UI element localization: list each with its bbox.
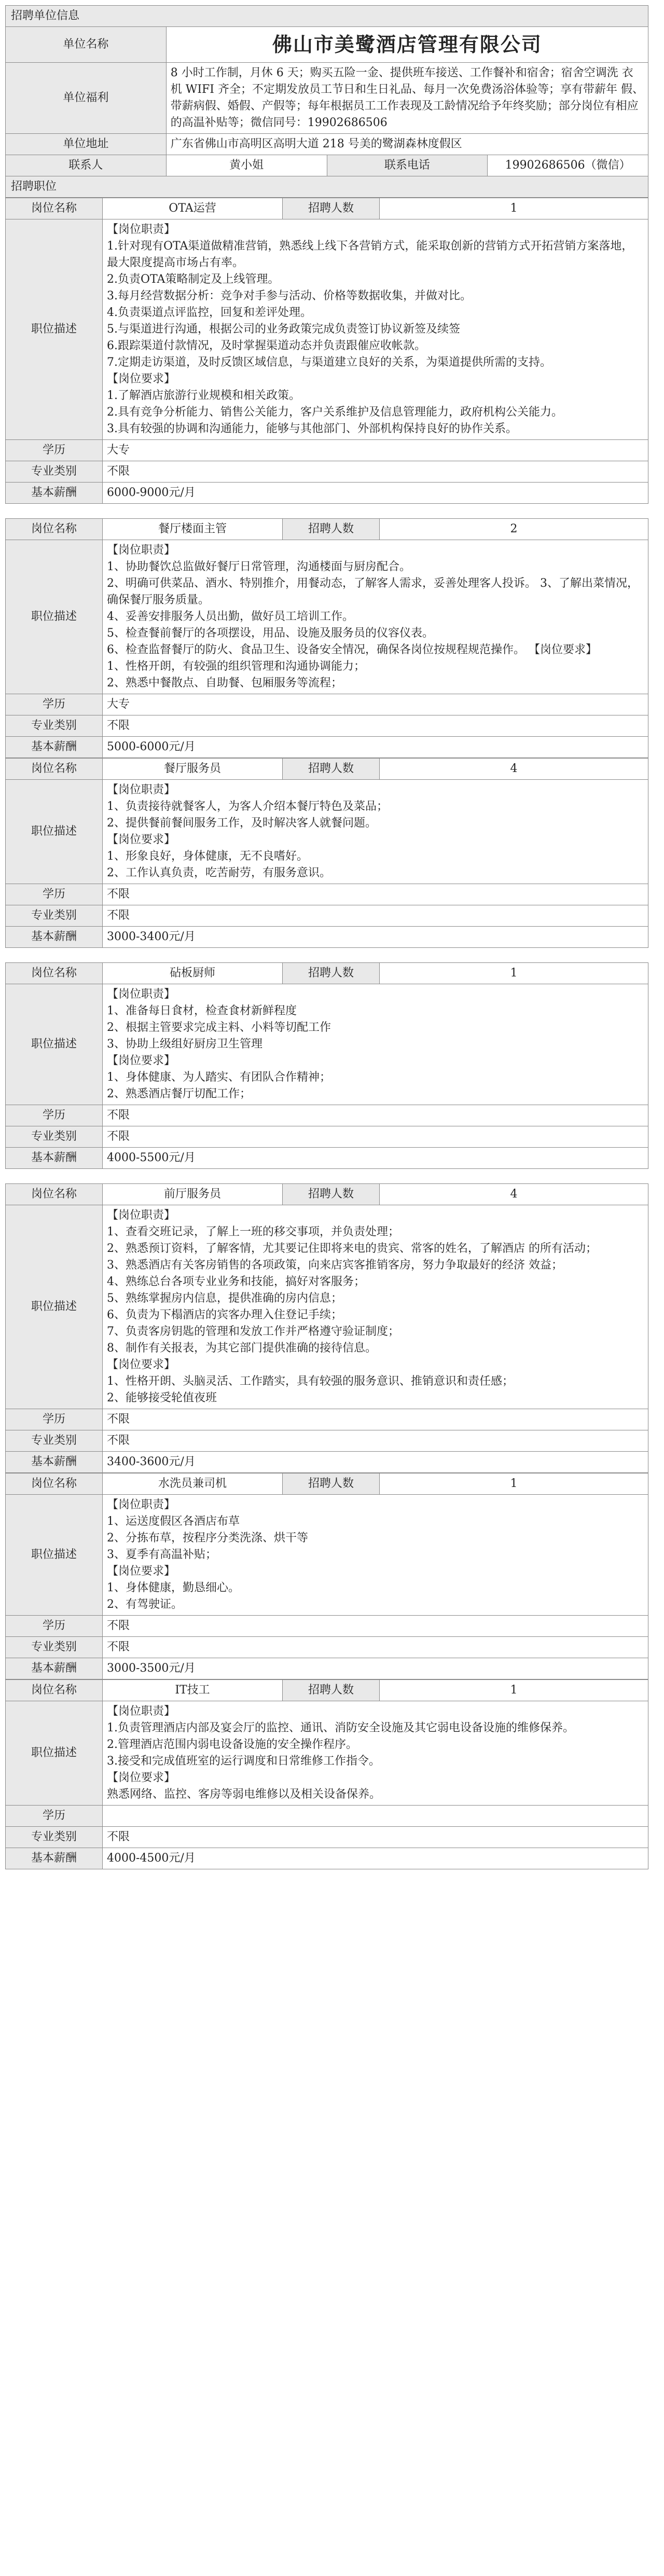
job-salary-row <box>6 1658 648 1679</box>
headcount-value: 4 <box>380 759 648 780</box>
description-label: 职位描述 <box>6 1701 103 1806</box>
job-desc-line: 2、工作认真负责，吃苦耐劳，有服务意识。 <box>107 866 331 879</box>
job-desc-line: 3、熟悉酒店有关客房销售的各项政策，向来店宾客推销客房，努力争取最好的经济 效益； <box>107 1259 563 1272</box>
job-desc-line: 【岗位要求】 <box>107 833 176 846</box>
job-header-row <box>6 519 648 540</box>
job-table <box>5 518 648 758</box>
position-name: 餐厅楼面主管 <box>103 519 283 540</box>
job-desc-line: 【岗位职责】 <box>107 1705 176 1718</box>
major-value: 不限 <box>103 715 648 737</box>
job-education-row <box>6 440 648 461</box>
job-desc-line: 3.每月经营数据分析：竞争对手参与活动、价格等数据收集，并做对比。 <box>107 290 472 302</box>
section-gap <box>5 504 659 518</box>
job-description <box>103 540 648 694</box>
headcount-label: 招聘人数 <box>283 1473 380 1495</box>
job-description <box>103 780 648 884</box>
major-label: 专业类别 <box>6 715 103 737</box>
job-desc-line: 3、夏季有高温补贴； <box>107 1548 217 1561</box>
job-desc-line: 1、身体健康，勤恳细心。 <box>107 1581 240 1594</box>
job-desc-line: 4.负责渠道点评监控，回复和差评处理。 <box>107 306 312 319</box>
phone-number: 19902686506（微信） <box>488 155 648 176</box>
job-salary-row <box>6 1148 648 1169</box>
education-label: 学历 <box>6 1806 103 1827</box>
phone-label: 联系电话 <box>327 155 488 176</box>
education-value <box>103 1806 648 1827</box>
job-desc-line: 3.具有较强的协调和沟通能力，能够与其他部门、外部机构保持良好的协作关系。 <box>107 422 517 435</box>
job-major-row <box>6 461 648 483</box>
job-desc-line: 1、协助餐饮总监做好餐厅日常管理，沟通楼面与厨房配合。 <box>107 560 411 573</box>
position-label: 岗位名称 <box>6 519 103 540</box>
job-description <box>103 1495 648 1616</box>
welfare-label: 单位福利 <box>6 63 167 134</box>
headcount-value: 4 <box>380 1184 648 1205</box>
salary-label: 基本薪酬 <box>6 737 103 758</box>
education-label: 学历 <box>6 1105 103 1126</box>
education-label: 学历 <box>6 1616 103 1637</box>
headcount-value: 1 <box>380 1680 648 1701</box>
job-desc-line: 熟悉网络、监控、客房等弱电维修以及相关设备保养。 <box>107 1788 381 1801</box>
section-gap <box>5 948 659 962</box>
position-label: 岗位名称 <box>6 963 103 984</box>
job-desc-line: 【岗位要求】 <box>107 1358 176 1371</box>
job-table <box>5 1183 648 1473</box>
education-value: 不限 <box>103 1409 648 1430</box>
salary-value: 5000-6000元/月 <box>103 737 648 758</box>
major-label: 专业类别 <box>6 461 103 483</box>
job-header-row <box>6 1473 648 1495</box>
position-name: 前厅服务员 <box>103 1184 283 1205</box>
company-name-label: 单位名称 <box>6 27 167 63</box>
job-major-row <box>6 1430 648 1452</box>
job-education-row <box>6 1409 648 1430</box>
contact-name: 黄小姐 <box>166 155 327 176</box>
job-desc-line: 2、熟悉预订资料，了解客情，尤其要记住即将来电的贵宾、常客的姓名，了解酒店 的所有活动； <box>107 1242 597 1255</box>
job-major-row <box>6 715 648 737</box>
salary-label: 基本薪酬 <box>6 483 103 504</box>
description-label: 职位描述 <box>6 1495 103 1616</box>
major-label: 专业类别 <box>6 1126 103 1148</box>
job-desc-line: 1、身体健康、为人踏实、有团队合作精神； <box>107 1071 331 1084</box>
jobs-list <box>5 198 659 1869</box>
job-description <box>103 1205 648 1409</box>
education-label: 学历 <box>6 694 103 715</box>
position-name: OTA运营 <box>103 198 283 219</box>
job-header-row <box>6 1184 648 1205</box>
job-desc-line: 【岗位职责】 <box>107 544 176 557</box>
position-label: 岗位名称 <box>6 1473 103 1495</box>
salary-label: 基本薪酬 <box>6 1658 103 1679</box>
job-table <box>5 758 648 948</box>
job-desc-row <box>6 540 648 694</box>
major-label: 专业类别 <box>6 1827 103 1848</box>
job-salary-row <box>6 737 648 758</box>
job-salary-row <box>6 927 648 948</box>
job-desc-line: 2.管理酒店范围内弱电设备设施的安全操作程序。 <box>107 1738 357 1751</box>
job-table <box>5 962 648 1169</box>
job-desc-line: 2、有驾驶证。 <box>107 1598 183 1611</box>
address-text: 广东省佛山市高明区高明大道 218 号美的鹭湖森林度假区 <box>166 134 648 155</box>
job-desc-line: 6.跟踪渠道付款情况，及时掌握渠道动态并负责跟催应收帐款。 <box>107 339 426 352</box>
headcount-label: 招聘人数 <box>283 198 380 219</box>
address-label: 单位地址 <box>6 134 167 155</box>
major-label: 专业类别 <box>6 1430 103 1452</box>
job-desc-line: 2、分拣布草，按程序分类洗涤、烘干等 <box>107 1532 308 1545</box>
job-desc-line: 1、性格开朗、头脑灵活、工作踏实，具有较强的服务意识、推销意识和责任感； <box>107 1375 514 1388</box>
position-name: 水洗员兼司机 <box>103 1473 283 1495</box>
education-value: 不限 <box>103 884 648 905</box>
salary-value: 3000-3400元/月 <box>103 927 648 948</box>
job-desc-line: 5、检查餐前餐厅的各项摆设，用品、设施及服务员的仪容仪表。 <box>107 627 434 640</box>
job-desc-line: 1、形象良好，身体健康，无不良嗜好。 <box>107 850 308 863</box>
job-desc-line: 1.了解酒店旅游行业规模和相关政策。 <box>107 389 300 402</box>
salary-value: 6000-9000元/月 <box>103 483 648 504</box>
headcount-label: 招聘人数 <box>283 759 380 780</box>
position-label: 岗位名称 <box>6 1680 103 1701</box>
job-desc-line: 5、熟练掌握房内信息，提供准确的房内信息； <box>107 1292 342 1305</box>
job-desc-line: 【岗位职责】 <box>107 988 176 1001</box>
job-description <box>103 1701 648 1806</box>
major-value: 不限 <box>103 1637 648 1658</box>
description-label: 职位描述 <box>6 540 103 694</box>
job-description <box>103 219 648 440</box>
major-value: 不限 <box>103 1827 648 1848</box>
job-desc-line: 【岗位要求】 <box>107 1771 176 1784</box>
job-desc-line: 1、运送度假区各酒店布草 <box>107 1515 240 1528</box>
job-header-row <box>6 198 648 219</box>
job-description <box>103 984 648 1105</box>
job-major-row <box>6 1126 648 1148</box>
major-label: 专业类别 <box>6 1637 103 1658</box>
job-desc-row <box>6 1701 648 1806</box>
company-section-title: 招聘单位信息 <box>6 6 648 27</box>
job-desc-line: 4、妥善安排服务人员出勤，做好员工培训工作。 <box>107 610 354 623</box>
salary-label: 基本薪酬 <box>6 1452 103 1473</box>
major-value: 不限 <box>103 461 648 483</box>
contact-label: 联系人 <box>6 155 167 176</box>
job-desc-line: 7.定期走访渠道，及时反馈区域信息，与渠道建立良好的关系，为渠道提供所需的支持。 <box>107 356 551 369</box>
job-table <box>5 1473 648 1679</box>
job-education-row <box>6 694 648 715</box>
salary-label: 基本薪酬 <box>6 1848 103 1869</box>
company-info-table <box>5 5 648 198</box>
major-value: 不限 <box>103 905 648 927</box>
job-desc-line: 6、负责为下榻酒店的宾客办理入住登记手续； <box>107 1308 342 1321</box>
job-desc-row <box>6 1205 648 1409</box>
job-desc-line: 【岗位职责】 <box>107 1498 176 1511</box>
job-desc-line: 2、能够接受轮值夜班 <box>107 1392 217 1404</box>
education-value: 不限 <box>103 1616 648 1637</box>
description-label: 职位描述 <box>6 780 103 884</box>
education-label: 学历 <box>6 440 103 461</box>
job-header-row <box>6 1680 648 1701</box>
major-label: 专业类别 <box>6 905 103 927</box>
headcount-label: 招聘人数 <box>283 1184 380 1205</box>
job-header-row <box>6 759 648 780</box>
salary-value: 3400-3600元/月 <box>103 1452 648 1473</box>
job-desc-line: 2、熟悉中餐散点、自助餐、包厢服务等流程； <box>107 677 342 690</box>
job-desc-line: 6、检查监督餐厅的防火、食品卫生、设备安全情况，确保各岗位按规程规范操作。 【岗位要求】 <box>107 643 597 656</box>
position-label: 岗位名称 <box>6 1184 103 1205</box>
job-desc-line: 1、查看交班记录，了解上一班的移交事项，并负责处理； <box>107 1225 399 1238</box>
job-desc-line: 7、负责客房钥匙的管理和发放工作并严格遵守验证制度； <box>107 1325 399 1338</box>
job-desc-row <box>6 984 648 1105</box>
job-desc-row <box>6 219 648 440</box>
job-desc-line: 2.具有竞争分析能力、销售公关能力，客户关系维护及信息管理能力，政府机构公关能力。 <box>107 406 563 419</box>
recruitment-document <box>5 5 659 1869</box>
job-desc-line: 【岗位要求】 <box>107 373 176 385</box>
description-label: 职位描述 <box>6 219 103 440</box>
job-desc-line: 【岗位职责】 <box>107 223 176 236</box>
major-value: 不限 <box>103 1126 648 1148</box>
description-label: 职位描述 <box>6 1205 103 1409</box>
salary-label: 基本薪酬 <box>6 927 103 948</box>
education-value: 大专 <box>103 694 648 715</box>
salary-value: 3000-3500元/月 <box>103 1658 648 1679</box>
position-label: 岗位名称 <box>6 759 103 780</box>
job-desc-line: 1、性格开朗，有较强的组织管理和沟通协调能力； <box>107 660 365 673</box>
salary-label: 基本薪酬 <box>6 1148 103 1169</box>
job-desc-line: 2、熟悉酒店餐厅切配工作； <box>107 1087 251 1100</box>
education-label: 学历 <box>6 884 103 905</box>
company-name: 佛山市美鹭酒店管理有限公司 <box>166 27 648 63</box>
job-desc-line: 2、提供餐前餐间服务工作，及时解决客人就餐问题。 <box>107 817 377 830</box>
headcount-label: 招聘人数 <box>283 519 380 540</box>
job-desc-line: 【岗位职责】 <box>107 783 176 796</box>
salary-value: 4000-4500元/月 <box>103 1848 648 1869</box>
headcount-label: 招聘人数 <box>283 1680 380 1701</box>
headcount-value: 1 <box>380 963 648 984</box>
section-gap <box>5 1169 659 1183</box>
education-value: 不限 <box>103 1105 648 1126</box>
headcount-value: 1 <box>380 198 648 219</box>
job-desc-row <box>6 780 648 884</box>
job-desc-line: 2、根据主管要求完成主料、小料等切配工作 <box>107 1021 331 1034</box>
job-table <box>5 1679 648 1869</box>
major-value: 不限 <box>103 1430 648 1452</box>
position-name: IT技工 <box>103 1680 283 1701</box>
headcount-value: 2 <box>380 519 648 540</box>
job-table <box>5 198 648 504</box>
job-desc-line: 2.负责OTA策略制定及上线管理。 <box>107 273 280 286</box>
job-desc-line: 1、准备每日食材，检查食材新鲜程度 <box>107 1004 297 1017</box>
job-desc-line: 3、协助上级组好厨房卫生管理 <box>107 1038 262 1051</box>
job-salary-row <box>6 1848 648 1869</box>
salary-value: 4000-5500元/月 <box>103 1148 648 1169</box>
job-major-row <box>6 1637 648 1658</box>
job-desc-line: 【岗位职责】 <box>107 1209 176 1222</box>
job-salary-row <box>6 483 648 504</box>
job-header-row <box>6 963 648 984</box>
job-desc-line: 2、明确可供菜品、酒水、特别推介，用餐动态，了解客人需求，妥善处理客人投诉。 3、了解出菜情况，确保餐厅服务质量。 <box>107 577 639 607</box>
education-value: 大专 <box>103 440 648 461</box>
job-education-row <box>6 884 648 905</box>
education-label: 学历 <box>6 1409 103 1430</box>
job-desc-line: 1、负责接待就餐客人，为客人介绍本餐厅特色及菜品； <box>107 800 388 813</box>
job-salary-row <box>6 1452 648 1473</box>
job-education-row <box>6 1105 648 1126</box>
job-desc-line: 4、熟练总台各项专业业务和技能，搞好对客服务； <box>107 1275 365 1288</box>
job-education-row <box>6 1806 648 1827</box>
welfare-text: 8 小时工作制，月休 6 天；购买五险一金、提供班车接送、工作餐补和宿舍；宿舍空调洗 衣机 WIFI 齐全；不定期发放员工节日和生日礼品、每月一次免费汤浴体验等；享有带薪年 假、带薪病假、婚假、产假等；每年根据员工工作表现及工龄情况给予年终奖励；部分岗位有相应的高温补贴等；微信同号：19902686506 <box>166 63 648 134</box>
job-desc-row <box>6 1495 648 1616</box>
headcount-label: 招聘人数 <box>283 963 380 984</box>
position-name: 餐厅服务员 <box>103 759 283 780</box>
job-major-row <box>6 1827 648 1848</box>
job-education-row <box>6 1616 648 1637</box>
job-desc-line: 1.负责管理酒店内部及宴会厅的监控、通讯、消防安全设施及其它弱电设备设施的维修保养。 <box>107 1721 574 1734</box>
job-desc-line: 【岗位要求】 <box>107 1054 176 1067</box>
position-label: 岗位名称 <box>6 198 103 219</box>
job-desc-line: 8、制作有关报表，为其它部门提供准确的接待信息。 <box>107 1342 377 1355</box>
position-name: 砧板厨师 <box>103 963 283 984</box>
job-major-row <box>6 905 648 927</box>
job-desc-line: 3.接受和完成值班室的运行调度和日常维修工作指令。 <box>107 1755 380 1768</box>
job-desc-line: 1.针对现有OTA渠道做精准营销，熟悉线上线下各营销方式，能采取创新的营销方式开拓营销方案落地，最大限度提高市场占有率。 <box>107 240 633 269</box>
headcount-value: 1 <box>380 1473 648 1495</box>
jobs-section-title: 招聘职位 <box>6 176 648 198</box>
description-label: 职位描述 <box>6 984 103 1105</box>
job-desc-line: 5.与渠道进行沟通，根据公司的业务政策完成负责签订协议新签及续签 <box>107 323 460 336</box>
job-desc-line: 【岗位要求】 <box>107 1565 176 1578</box>
